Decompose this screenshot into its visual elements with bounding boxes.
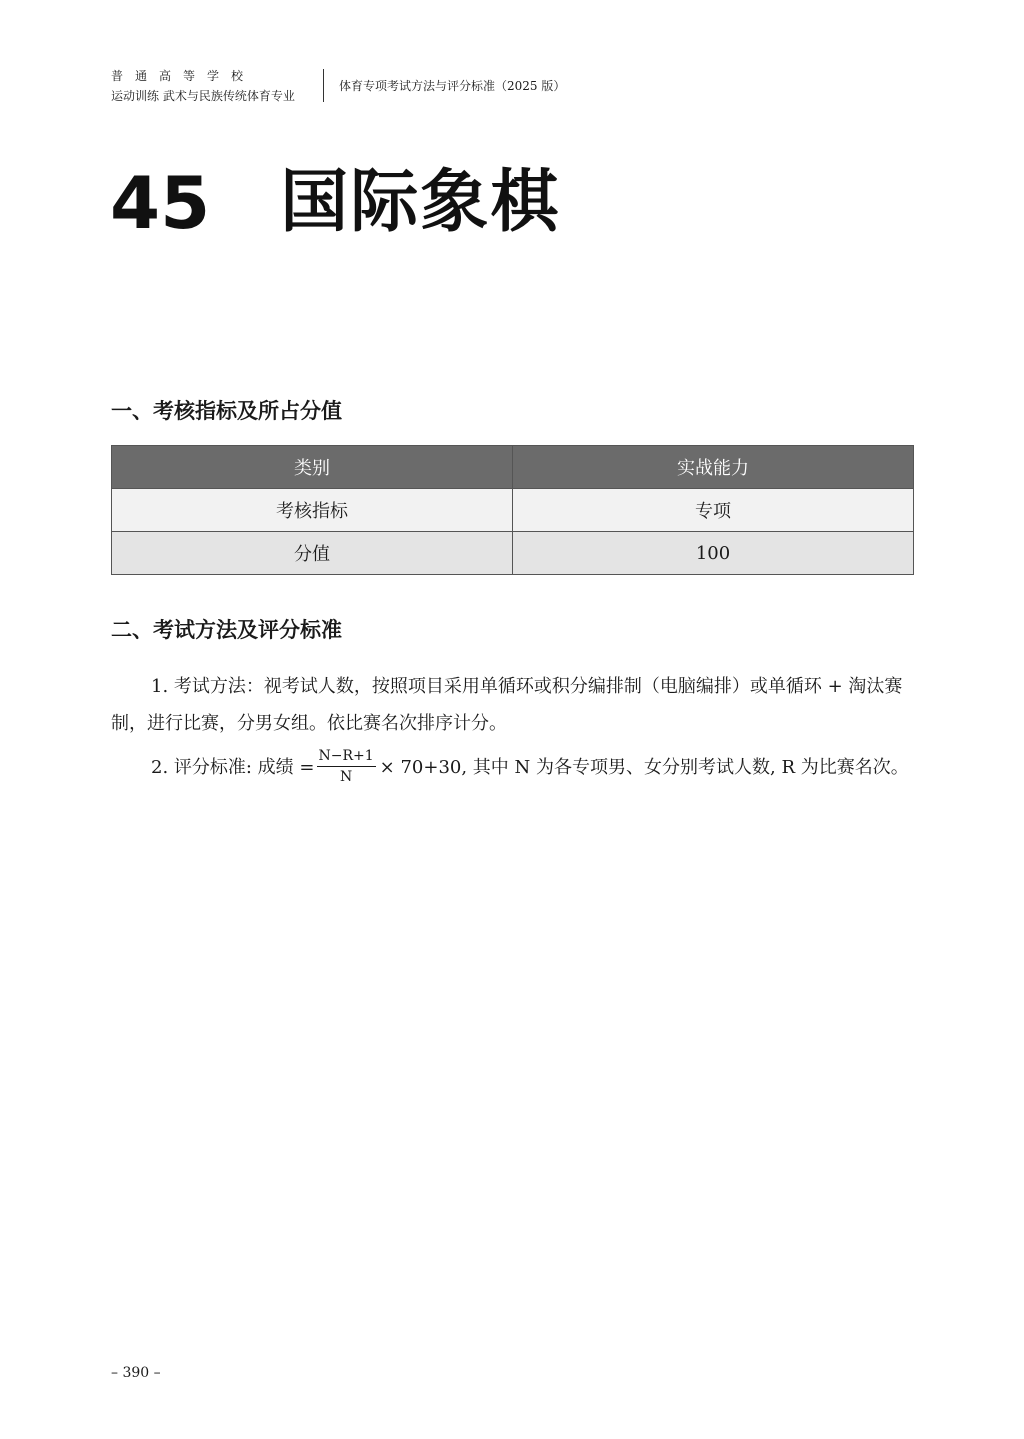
table-cell: 考核指标 xyxy=(112,489,513,532)
exam-method-paragraph: 1. 考试方法：视考试人数，按照项目采用单循环或积分编排制（电脑编排）或单循环 + 淘汰赛制，进行比赛，分男女组。依比赛名次排序计分。 xyxy=(111,676,903,734)
table-cell: 分值 xyxy=(112,532,513,575)
section-heading-indicators: 一、考核指标及所占分值 xyxy=(111,398,342,423)
header-book-title: 体育专项考试方法与评分标准（2025 版） xyxy=(339,79,566,93)
table-row xyxy=(112,489,914,532)
fraction-denominator: N xyxy=(339,768,353,785)
section-heading-method: 二、考试方法及评分标准 xyxy=(111,617,342,642)
chapter-number: 45 xyxy=(110,161,211,245)
table-row xyxy=(112,532,914,575)
scoring-standard-paragraph xyxy=(111,742,914,790)
table-header-cell: 类别 xyxy=(112,446,513,489)
scoring-prefix: 2. 评分标准: 成绩 = xyxy=(151,757,315,778)
header-school: 普通高等学校 xyxy=(111,69,256,83)
table-header-cell: 实战能力 xyxy=(513,446,914,489)
chapter-name: 国际象棋 xyxy=(280,163,561,242)
scoring-suffix: × 70+30, 其中 N 为各专项男、女分别考试人数, R 为比赛名次。 xyxy=(379,757,909,778)
table-header-row xyxy=(112,446,914,489)
fraction-numerator: N−R+1 xyxy=(317,747,376,767)
table-cell: 100 xyxy=(513,532,914,575)
chapter-title xyxy=(110,158,560,248)
score-table xyxy=(111,445,914,575)
table-cell: 专项 xyxy=(513,489,914,532)
page-number: – 390 – xyxy=(111,1365,161,1381)
header-major: 运动训练 武术与民族传统体育专业 xyxy=(111,89,295,103)
score-formula-fraction xyxy=(317,747,376,786)
header-divider xyxy=(323,69,324,102)
header-left-block xyxy=(111,68,311,104)
